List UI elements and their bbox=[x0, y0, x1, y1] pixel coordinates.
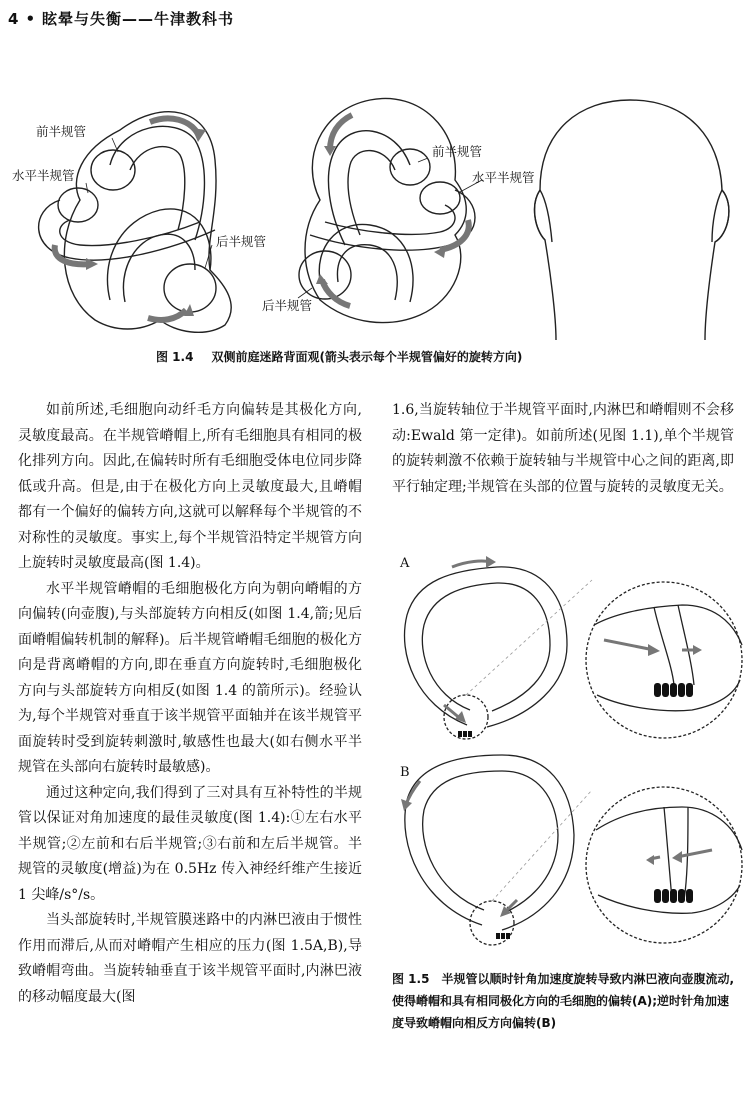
right-horizontal-ampulla bbox=[420, 182, 460, 214]
label-left-horizontal-canal: 水平半规管 bbox=[12, 168, 75, 183]
figure-1-5-caption bbox=[392, 968, 734, 1034]
paragraph: 1.6,当旋转轴位于半规管平面时,内淋巴和嵴帽则不会移动:Ewald 第一定律)。如前所述(见图 1.1),单个半规管的旋转刺激不依赖于旋转轴与半规管中心之间的距离,即平行轴定理;半规管在头部的位置与旋转的灵敏度无关。 bbox=[392, 402, 734, 495]
hair-cells-b bbox=[496, 889, 693, 939]
header-bullet: • bbox=[25, 10, 37, 28]
panel-b-label: B bbox=[400, 765, 410, 780]
paragraph: 如前所述,毛细胞向动纤毛方向偏转是其极化方向,灵敏度最高。在半规管嵴帽上,所有毛细胞具有相同的极化排列方向。因此,在偏转时所有毛细胞受体电位同步降低或升高。但是,由于在极化方向上灵敏度最大,且嵴帽都有一个偏好的偏转方向,这就可以解释每个半规管的不对称性的灵敏度。事实上,每个半规管沿特定半规管方向上旋转时灵敏度最高(图 1.4)。 bbox=[18, 402, 362, 571]
label-right-posterior-canal: 后半规管 bbox=[262, 298, 313, 313]
cupula-b bbox=[664, 807, 672, 900]
figure-1-4-rotation-arrows bbox=[55, 115, 469, 320]
canal-b-outer bbox=[405, 755, 574, 930]
figure-1-4-number: 图 1.4 bbox=[156, 350, 194, 364]
label-left-anterior-canal: 前半规管 bbox=[36, 124, 87, 139]
paragraph: 水平半规管嵴帽的毛细胞极化方向为朝向嵴帽的方向偏转(向壶腹),与头部旋转方向相反(如图 1.4,箭;见后面嵴帽偏转机制的解释)。后半规管嵴帽毛细胞的极化方向是背离嵴帽的方向,即在垂直方向旋转时,毛细胞极化方向与头部旋转方向相反(如图 1.4 的箭所示)。经验认为,每个半规管对垂直于该半规管平面轴并在该半规管平面旋转时受到旋转刺激时,敏感性也最大(如右侧水平半规管在头部向右旋转时最敏感)。 bbox=[18, 580, 362, 775]
left-horizontal-canal bbox=[39, 200, 215, 260]
canal-a-inner bbox=[422, 583, 550, 711]
cupula-a bbox=[654, 607, 674, 685]
left-anterior-canal bbox=[110, 126, 204, 240]
panel-a-label: A bbox=[400, 556, 410, 571]
figure-1-5-number: 图 1.5 bbox=[392, 972, 430, 986]
figure-1-5-flow-arrows bbox=[406, 561, 712, 913]
right-posterior-canal bbox=[319, 224, 413, 302]
paragraph: 通过这种定向,我们得到了三对具有互补特性的半规管以保证对角加速度的最佳灵敏度(图 1.4):①左右水平半规管;②左前和右后半规管;③右前和左后半规管。半规管的灵敏度(增益)为在 0.5Hz 传入神经纤维产生接近 1 尖峰/s°/s。 bbox=[18, 784, 362, 903]
left-labyrinth-outline bbox=[64, 112, 231, 333]
head-back-view-outline bbox=[535, 100, 729, 340]
canal-a-outer bbox=[405, 567, 568, 727]
canal-b-inner bbox=[423, 771, 558, 913]
figure-1-4-caption-text: 双侧前庭迷路背面观(箭头表示每个半规管偏好的旋转方向) bbox=[211, 350, 523, 364]
right-anterior-ampulla bbox=[390, 149, 430, 185]
right-text-column bbox=[392, 398, 734, 500]
figure-1-5-illustration bbox=[392, 545, 744, 955]
head-right-ear bbox=[712, 190, 729, 242]
figure-1-4-caption bbox=[156, 348, 716, 365]
figure-1-4-illustration bbox=[0, 70, 744, 340]
label-right-anterior-canal: 前半规管 bbox=[432, 144, 483, 159]
page-number: 4 bbox=[8, 10, 20, 28]
paragraph: 当头部旋转时,半规管膜迷路中的内淋巴液由于惯性作用而滞后,从而对嵴帽产生相应的压力(图 1.5A,B),导致嵴帽弯曲。当旋转轴垂直于该半规管平面时,内淋巴液的移动幅度最大(图 bbox=[18, 912, 362, 1005]
ampulla-a-detail bbox=[586, 582, 742, 738]
left-text-column bbox=[18, 398, 362, 1010]
label-right-horizontal-canal: 水平半规管 bbox=[472, 170, 535, 185]
head-left-ear bbox=[535, 190, 552, 242]
running-header bbox=[8, 8, 234, 29]
label-left-posterior-canal: 后半规管 bbox=[216, 234, 267, 249]
figure-1-5-caption-text: 半规管以顺时针角加速度旋转导致内淋巴液向壶腹流动,使得嵴帽和具有相同极化方向的毛细胞的偏转(A);逆时针角加速度导致嵴帽向相反方向偏转(B) bbox=[392, 972, 734, 1030]
right-anterior-canal bbox=[328, 131, 410, 245]
book-title: 眩晕与失衡——牛津教科书 bbox=[42, 10, 235, 28]
